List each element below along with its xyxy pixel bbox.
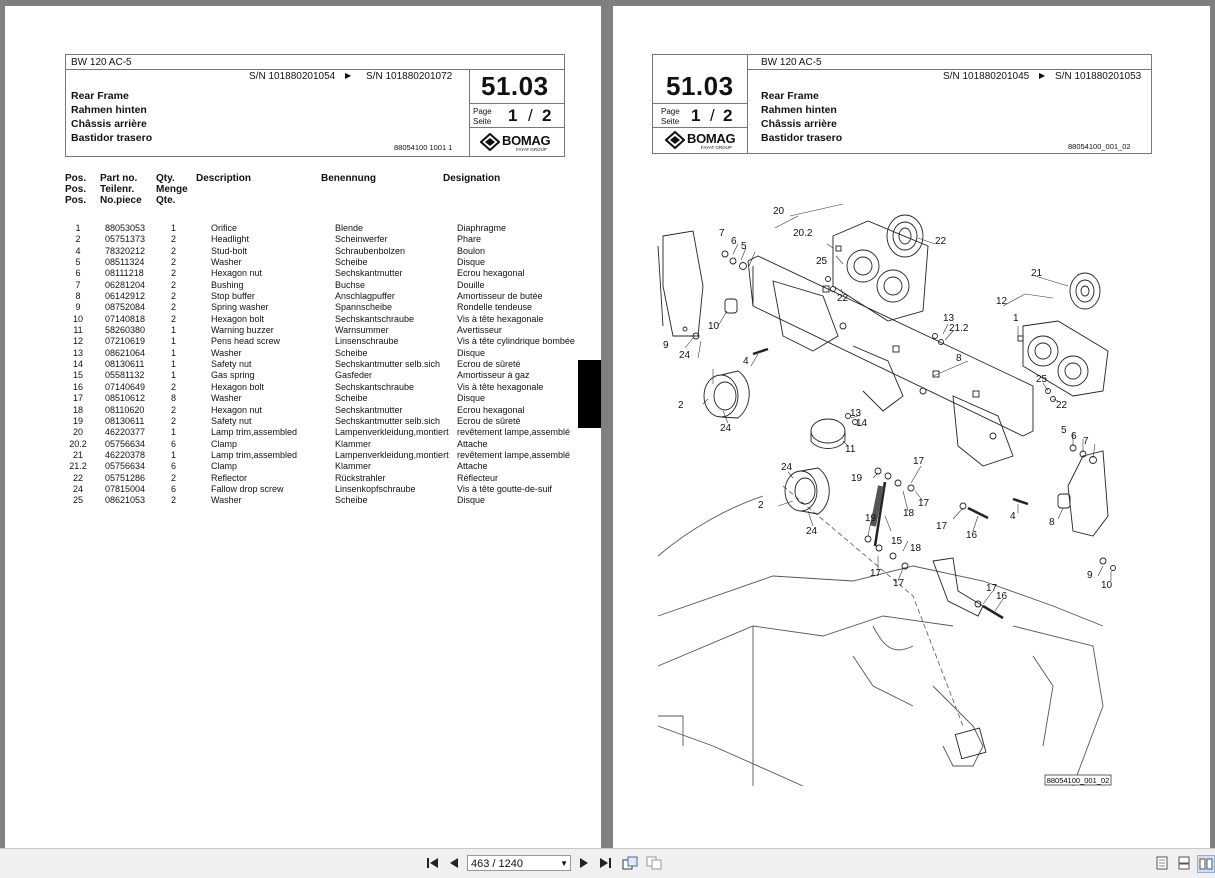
doc-ref: 88054100_001_02 — [1068, 142, 1131, 151]
benennung-cell: Klammer — [335, 438, 372, 449]
designation-cell: Attache — [457, 438, 488, 449]
qty-cell: 6 — [171, 438, 177, 449]
qty-cell: 2 — [171, 279, 177, 290]
designation-cell: Avertisseur — [457, 325, 502, 336]
pos-cell: 24 — [72, 483, 83, 494]
designation-cell: Ecrou de sûreté — [457, 359, 521, 370]
page-indicator-text: 463 / 1240 — [471, 858, 523, 870]
designation-cell: Disque — [457, 257, 486, 268]
part-no-cell: 08130611 — [105, 415, 145, 426]
callout-label: 22 — [1056, 400, 1068, 411]
callout-label: 17 — [918, 498, 930, 509]
callout-label: 17 — [936, 521, 948, 532]
benennung-cell: Klammer — [335, 461, 372, 472]
table-row — [65, 382, 587, 393]
model-name: BW 120 AC-5 — [761, 57, 822, 68]
table-row — [65, 393, 587, 404]
designation-cell: Ecrou de sûreté — [457, 415, 521, 426]
benennung-cell: Sechskantschraube — [335, 381, 415, 392]
diagram-ref-label: 88054100_001_02 — [1046, 776, 1110, 785]
table-row — [65, 257, 587, 268]
callout-label: 6 — [731, 236, 737, 247]
table-row — [65, 302, 587, 313]
part-no-cell: 08111218 — [105, 268, 144, 279]
designation-cell: Phare — [457, 234, 482, 245]
table-row — [65, 416, 587, 427]
table-row — [65, 234, 587, 245]
qty-cell: 2 — [171, 257, 177, 268]
description-cell: Bushing — [211, 279, 244, 290]
qty-cell: 2 — [171, 245, 177, 256]
pos-cell: 16 — [72, 381, 83, 392]
callout-label: 22 — [837, 293, 849, 304]
part-no-cell: 05581132 — [105, 370, 145, 381]
callout-label: 22 — [935, 236, 947, 247]
callout-label: 18 — [903, 508, 915, 519]
parts-list-page — [5, 6, 601, 848]
title-block — [65, 54, 565, 157]
callout-label: 17 — [893, 578, 905, 589]
col-description: Description — [196, 173, 252, 184]
bomag-logo: BOMAG FAYAT GROUP — [480, 133, 564, 155]
description-cell: Washer — [211, 347, 242, 358]
description-cell: Stop buffer — [211, 291, 255, 302]
page-total: 2 — [542, 106, 552, 125]
description-cell: Hexagon bolt — [211, 381, 265, 392]
rotate-icon[interactable] — [622, 855, 638, 871]
description-cell: Safety nut — [211, 359, 252, 370]
part-no-cell: 05756634 — [105, 461, 146, 472]
part-no-cell: 08130611 — [105, 359, 145, 370]
callout-label: 2 — [758, 500, 764, 511]
callout-label: 13 — [943, 313, 955, 324]
page-separator: / — [710, 106, 715, 125]
table-row — [65, 450, 587, 461]
callout-label: 9 — [1087, 570, 1093, 581]
qty-cell: 2 — [171, 381, 177, 392]
description-cell: Hexagon nut — [211, 404, 263, 415]
benennung-cell: Sechskantmutter — [335, 268, 403, 279]
sn-arrow-icon: ▶ — [345, 71, 352, 80]
col-qty: Qty. Menge Qte. — [156, 173, 188, 206]
viewer-toolbar — [0, 848, 1215, 878]
designation-cell: Vis à tête hexagonale — [457, 313, 544, 324]
designation-cell: revêtement lampe,assemblé — [457, 449, 571, 460]
title-de: Rahmen hinten — [71, 104, 147, 116]
part-no-cell: 05756634 — [105, 438, 146, 449]
first-page-icon[interactable] — [426, 855, 440, 871]
designation-cell: Attache — [457, 461, 488, 472]
part-no-cell: 07140649 — [105, 381, 146, 392]
callout-label: 13 — [850, 408, 862, 419]
chevron-down-icon: ▼ — [560, 859, 568, 868]
description-cell: Lamp trim,assembled — [211, 449, 298, 460]
qty-cell: 1 — [171, 336, 177, 347]
designation-cell: Amortisseur de butée — [457, 291, 543, 302]
benennung-cell: Scheinwerfer — [335, 234, 388, 245]
bomag-logo: BOMAG FAYAT GROUP — [665, 131, 749, 153]
pos-cell: 8 — [75, 291, 81, 302]
qty-cell: 1 — [171, 223, 177, 233]
callout-label: 1 — [1013, 313, 1019, 324]
part-no-cell: 08621053 — [105, 495, 146, 506]
description-cell: Washer — [211, 257, 242, 268]
callout-label: 17 — [986, 583, 998, 594]
callout-label: 4 — [1010, 511, 1016, 522]
benennung-cell: Sechskantmutter selb.sich — [335, 415, 441, 426]
pos-cell: 15 — [72, 370, 83, 381]
benennung-cell: Buchse — [335, 279, 366, 290]
designation-cell: Disque — [457, 393, 486, 404]
description-cell: Safety nut — [211, 415, 252, 426]
callout-label: 5 — [1061, 425, 1067, 436]
benennung-cell: Linsenkopfschraube — [335, 483, 416, 494]
part-no-cell: 06281204 — [105, 279, 146, 290]
table-row — [65, 246, 587, 257]
description-cell: Washer — [211, 393, 242, 404]
callout-label: 21 — [1031, 268, 1043, 279]
part-no-cell: 07815004 — [105, 483, 146, 494]
pos-cell: 7 — [75, 279, 81, 290]
description-cell: Washer — [211, 495, 242, 506]
designation-cell: Douille — [457, 279, 485, 290]
bomag-diamond-icon — [665, 131, 685, 149]
qty-cell: 2 — [171, 415, 177, 426]
table-row — [65, 325, 587, 336]
page-separator: / — [528, 106, 533, 125]
description-cell: Fallow drop screw — [211, 483, 284, 494]
designation-cell: Rondelle tendeuse — [457, 302, 533, 313]
page-number: 1 — [691, 106, 701, 125]
callout-label: 8 — [1049, 517, 1055, 528]
single-page-icon[interactable] — [1155, 855, 1169, 871]
callout-label: 4 — [743, 356, 749, 367]
callout-label: 8 — [956, 353, 962, 364]
title-fr: Châssis arrière — [761, 118, 837, 130]
pos-cell: 20.2 — [69, 438, 87, 449]
pos-cell: 25 — [72, 495, 83, 506]
qty-cell: 2 — [171, 495, 177, 506]
pos-cell: 14 — [72, 359, 83, 370]
qty-cell: 1 — [171, 347, 177, 358]
callout-label: 10 — [708, 321, 720, 332]
sn-to: S/N 101880201072 — [366, 71, 453, 82]
two-page-icon[interactable] — [1197, 855, 1215, 873]
designation-cell: Vis à tête cylindrique bombée — [457, 336, 575, 347]
description-cell: Headlight — [211, 234, 250, 245]
description-cell: Reflector — [211, 472, 248, 483]
part-no-cell: 08752084 — [105, 302, 146, 313]
pos-cell: 6 — [75, 268, 81, 279]
page-number: 1 — [508, 106, 518, 125]
designation-cell: Vis à tête hexagonale — [457, 381, 544, 392]
designation-cell: Disque — [457, 495, 486, 506]
table-row — [65, 280, 587, 291]
description-cell: Lamp trim,assembled — [211, 427, 298, 438]
qty-cell: 2 — [171, 302, 177, 313]
sn-from: S/N 101880201054 — [249, 71, 336, 82]
continuous-icon[interactable] — [1177, 855, 1191, 871]
benennung-cell: Lampenverkleidung,montiert — [335, 449, 449, 460]
col-benennung: Benennung — [321, 173, 376, 184]
description-cell: Hexagon nut — [211, 268, 263, 279]
page-indicator-select[interactable] — [467, 855, 571, 871]
designation-cell: Disque — [457, 347, 486, 358]
table-row — [65, 359, 587, 370]
col-part: Part no. Teilenr. No.piece — [100, 173, 142, 206]
callout-label: 5 — [741, 241, 747, 252]
table-row — [65, 461, 587, 472]
callout-label: 6 — [1071, 431, 1077, 442]
col-designation: Designation — [443, 173, 501, 184]
description-cell: Stud-bolt — [211, 245, 248, 256]
section-tab-marker — [578, 360, 601, 428]
description-cell: Pens head screw — [211, 336, 281, 347]
table-row — [65, 370, 587, 381]
benennung-cell: Lampenverkleidung,montiert — [335, 427, 449, 438]
qty-cell: 1 — [171, 325, 177, 336]
benennung-cell: Schraubenbolzen — [335, 245, 406, 256]
exploded-view-diagram — [653, 186, 1123, 786]
benennung-cell: Warnsummer — [335, 325, 389, 336]
pos-cell: 20 — [72, 427, 83, 438]
qty-cell: 6 — [171, 483, 177, 494]
callout-labels — [663, 206, 1113, 602]
table-row — [65, 291, 587, 302]
sn-to: S/N 101880201053 — [1055, 71, 1142, 82]
page-label: Page Seite — [473, 107, 492, 126]
pos-cell: 1 — [75, 223, 81, 233]
callout-label: 24 — [806, 526, 818, 537]
model-name: BW 120 AC-5 — [71, 57, 132, 68]
part-no-cell: 07210619 — [105, 336, 146, 347]
benennung-cell: Blende — [335, 223, 364, 233]
part-no-cell: 88053053 — [105, 223, 146, 233]
callout-label: 12 — [996, 296, 1008, 307]
pos-cell: 22 — [72, 472, 83, 483]
table-row — [65, 439, 587, 450]
callout-label: 20.2 — [793, 228, 813, 239]
designation-cell: revêtement lampe,assemblé — [457, 427, 571, 438]
callout-label: 24 — [679, 350, 691, 361]
part-no-cell: 08511324 — [105, 257, 145, 268]
pos-cell: 2 — [75, 234, 81, 245]
table-row — [65, 405, 587, 416]
designation-cell: Diaphragme — [457, 223, 507, 233]
benennung-cell: Sechskantschraube — [335, 313, 415, 324]
title-en: Rear Frame — [71, 90, 129, 102]
pos-cell: 21.2 — [69, 461, 87, 472]
callout-label: 9 — [663, 340, 669, 351]
pos-cell: 13 — [72, 347, 83, 358]
part-no-cell: 08621064 — [105, 347, 146, 358]
table-row — [65, 268, 587, 279]
callout-label: 19 — [865, 513, 877, 524]
designation-cell: Ecrou hexagonal — [457, 404, 525, 415]
description-cell: Orifice — [211, 223, 238, 233]
title-en: Rear Frame — [761, 90, 819, 102]
callout-label: 17 — [913, 456, 925, 467]
benennung-cell: Scheibe — [335, 393, 368, 404]
qty-cell: 1 — [171, 359, 177, 370]
description-cell: Clamp — [211, 438, 238, 449]
last-page-icon[interactable] — [598, 855, 612, 871]
title-de: Rahmen hinten — [761, 104, 837, 116]
benennung-cell: Gasfeder — [335, 370, 373, 381]
table-row — [65, 336, 587, 347]
section-number: 51.03 — [666, 71, 734, 101]
part-no-cell: 46220378 — [105, 449, 146, 460]
callout-label: 24 — [781, 462, 793, 473]
title-fr: Châssis arrière — [71, 118, 147, 130]
benennung-cell: Linsenschraube — [335, 336, 399, 347]
qty-cell: 2 — [171, 313, 177, 324]
callout-label: 14 — [856, 418, 868, 429]
part-no-cell: 58260380 — [105, 325, 146, 336]
callout-label: 25 — [1036, 374, 1048, 385]
benennung-cell: Anschlagpuffer — [335, 291, 395, 302]
part-no-cell: 08110620 — [105, 404, 145, 415]
callout-label: 16 — [996, 591, 1008, 602]
prev-page-icon[interactable] — [448, 855, 460, 871]
table-row — [65, 223, 587, 234]
callout-label: 25 — [816, 256, 828, 267]
qty-cell: 2 — [171, 291, 177, 302]
qty-cell: 2 — [171, 404, 177, 415]
title-block — [652, 54, 1152, 154]
diagram-page — [613, 6, 1210, 848]
parts-table — [65, 223, 587, 507]
designation-cell: Boulon — [457, 245, 486, 256]
callout-label: 7 — [719, 228, 725, 239]
callout-label: 17 — [870, 568, 882, 579]
callout-label: 7 — [1083, 436, 1089, 447]
callout-label: 2 — [678, 400, 684, 411]
pos-cell: 21 — [72, 449, 83, 460]
benennung-cell: Sechskantmutter selb.sich — [335, 359, 441, 370]
qty-cell: 8 — [171, 393, 177, 404]
pos-cell: 11 — [73, 325, 83, 336]
pos-cell: 4 — [75, 245, 81, 256]
benennung-cell: Scheibe — [335, 257, 368, 268]
callout-label: 15 — [891, 536, 903, 547]
table-row — [65, 495, 587, 506]
designation-cell: Amortisseur à gaz — [457, 370, 530, 381]
qty-cell: 1 — [171, 370, 177, 381]
benennung-cell: Sechskantmutter — [335, 404, 403, 415]
title-es: Bastidor trasero — [71, 132, 153, 144]
page-total: 2 — [723, 106, 733, 125]
table-row — [65, 473, 587, 484]
pos-cell: 18 — [72, 404, 83, 415]
table-row — [65, 427, 587, 438]
doc-ref: 88054100 1001 1 — [394, 143, 453, 152]
qty-cell: 2 — [171, 234, 177, 245]
pos-cell: 5 — [75, 257, 81, 268]
part-no-cell: 06142912 — [105, 291, 146, 302]
table-row — [65, 484, 587, 495]
benennung-cell: Spannscheibe — [335, 302, 393, 313]
title-es: Bastidor trasero — [761, 132, 843, 144]
callout-label: 21.2 — [949, 323, 969, 334]
pos-cell: 17 — [72, 393, 83, 404]
part-no-cell: 08510612 — [105, 393, 146, 404]
pos-cell: 10 — [72, 313, 83, 324]
page-label: Page Seite — [661, 107, 680, 126]
description-cell: Clamp — [211, 461, 238, 472]
benennung-cell: Scheibe — [335, 347, 368, 358]
callout-label: 20 — [773, 206, 785, 217]
designation-cell: Réflecteur — [457, 472, 499, 483]
pos-cell: 12 — [72, 336, 83, 347]
next-page-icon[interactable] — [578, 855, 590, 871]
part-no-cell: 05751373 — [105, 234, 146, 245]
table-row — [65, 314, 587, 325]
qty-cell: 6 — [171, 461, 177, 472]
description-cell: Warning buzzer — [211, 325, 274, 336]
part-no-cell: 07140818 — [105, 313, 146, 324]
part-no-cell: 05751286 — [105, 472, 146, 483]
callout-label: 16 — [966, 530, 978, 541]
benennung-cell: Rückstrahler — [335, 472, 386, 483]
callout-label: 11 — [845, 444, 856, 455]
designation-cell: Ecrou hexagonal — [457, 268, 525, 279]
pos-cell: 9 — [75, 302, 81, 313]
qty-cell: 1 — [171, 449, 177, 460]
table-row — [65, 348, 587, 359]
description-cell: Gas spring — [211, 370, 255, 381]
callout-label: 18 — [910, 543, 922, 554]
designation-cell: Vis à tête goutte-de-suif — [457, 483, 552, 494]
description-cell: Hexagon bolt — [211, 313, 265, 324]
col-pos: Pos. Pos. Pos. — [65, 173, 87, 206]
callout-label: 10 — [1101, 580, 1113, 591]
callout-label: 24 — [720, 423, 732, 434]
qty-cell: 1 — [171, 427, 177, 438]
description-cell: Spring washer — [211, 302, 269, 313]
qty-cell: 2 — [171, 268, 177, 279]
part-no-cell: 46220377 — [105, 427, 146, 438]
bomag-diamond-icon — [480, 133, 500, 151]
qty-cell: 2 — [171, 472, 177, 483]
pos-cell: 19 — [72, 415, 83, 426]
section-number: 51.03 — [481, 71, 549, 101]
part-no-cell: 78320212 — [105, 245, 146, 256]
sn-from: S/N 101880201045 — [943, 71, 1030, 82]
sn-arrow-icon: ▶ — [1039, 71, 1046, 80]
copy-icon[interactable] — [646, 855, 662, 871]
benennung-cell: Scheibe — [335, 495, 368, 506]
callout-label: 19 — [851, 473, 863, 484]
